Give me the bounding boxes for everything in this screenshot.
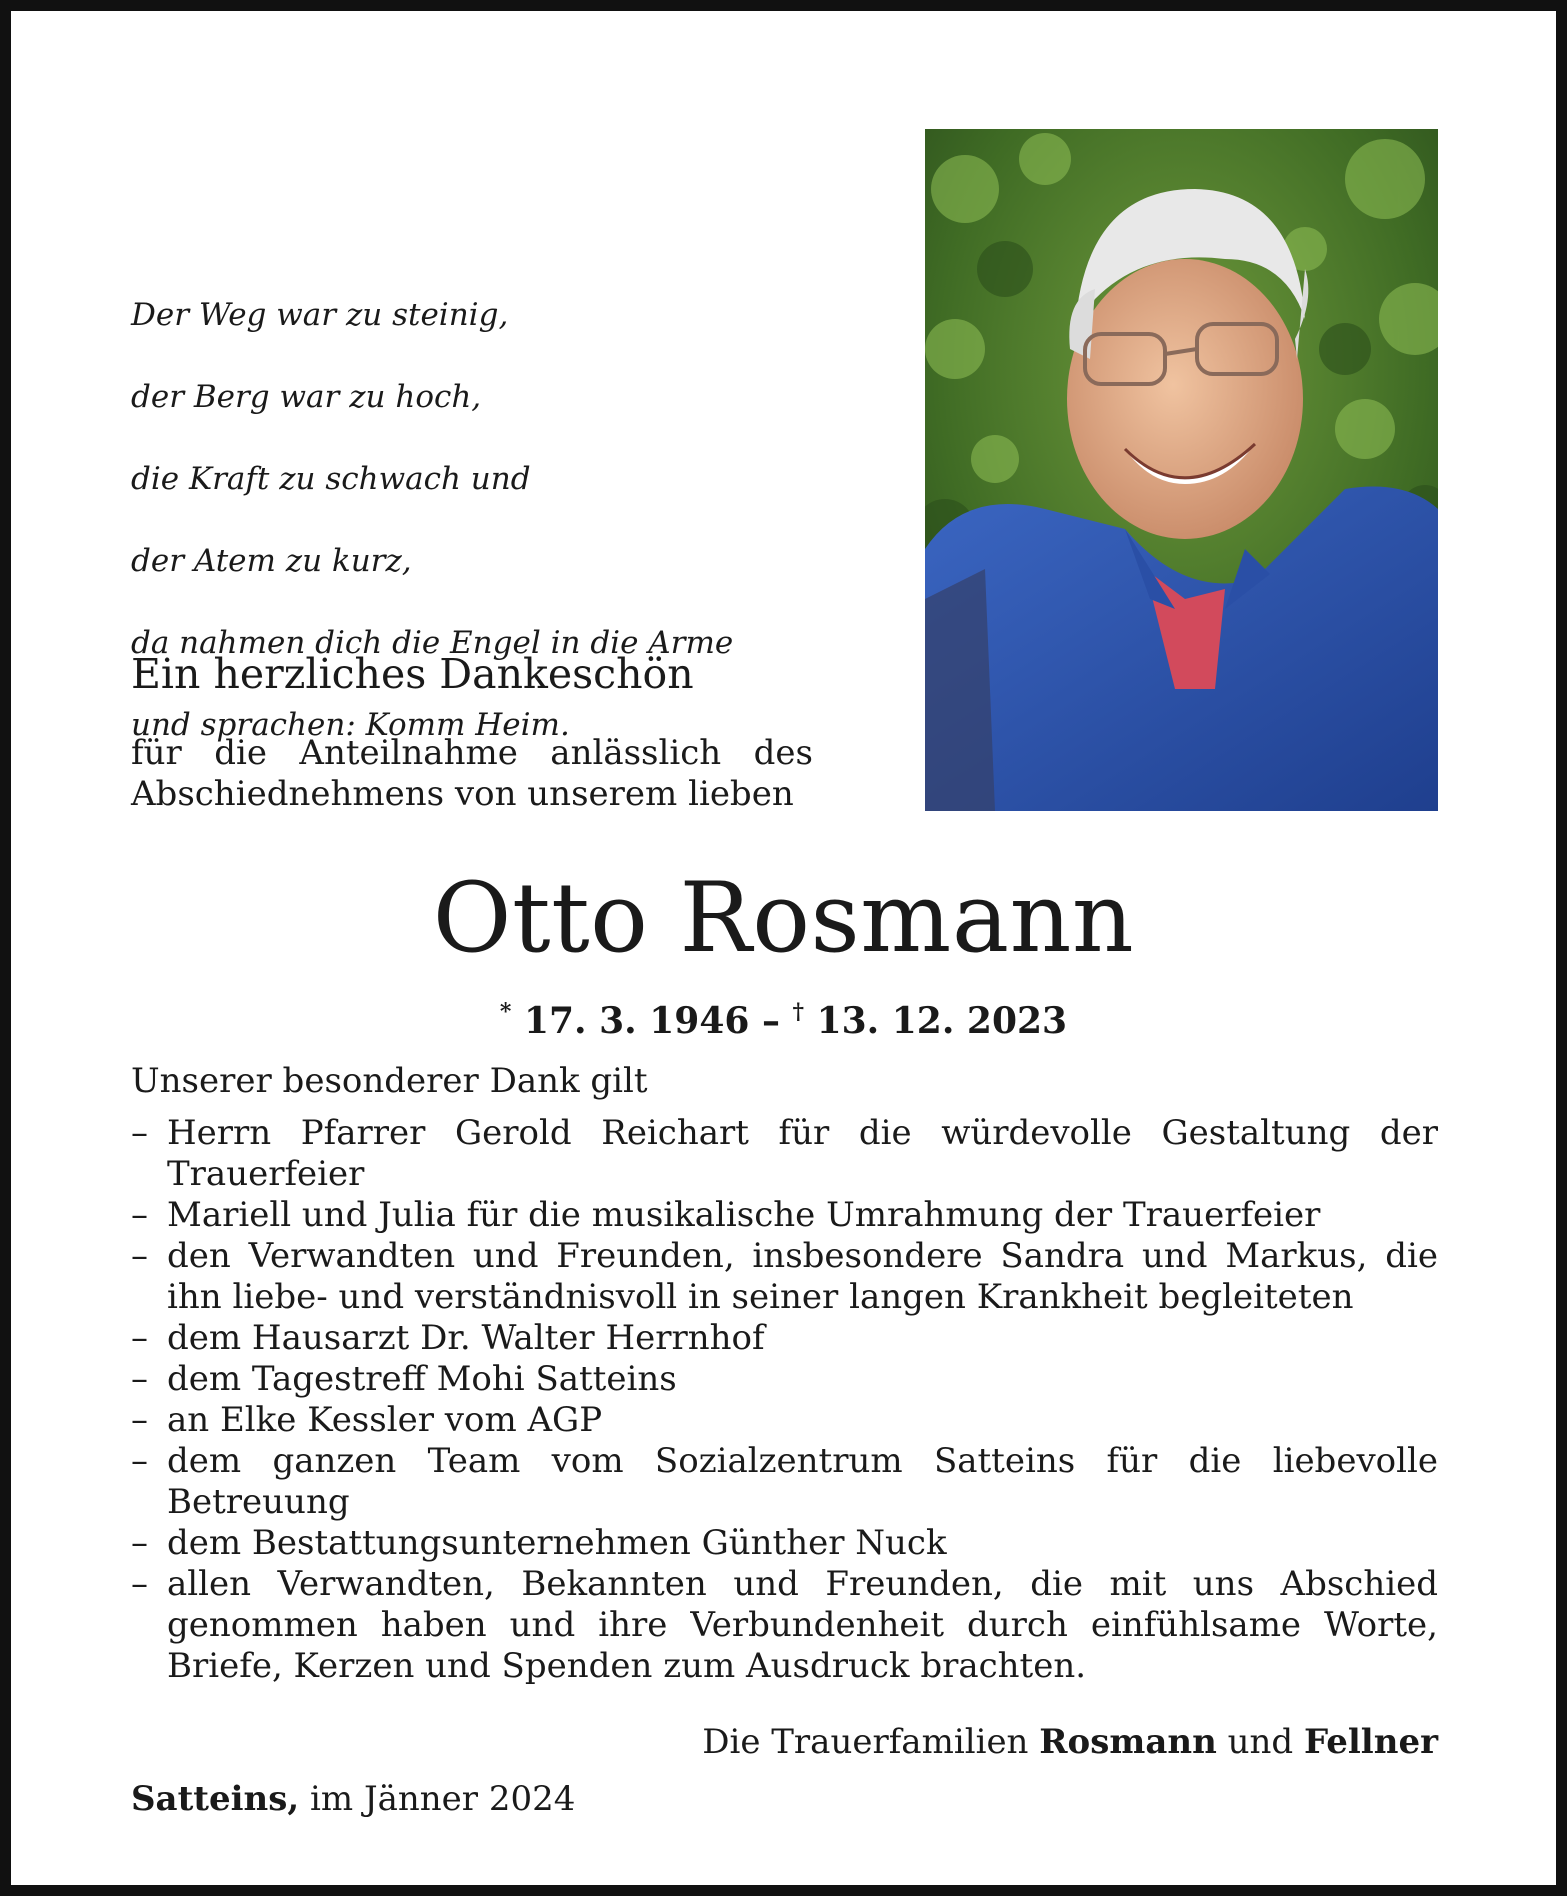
poem-line: der Atem zu kurz, — [131, 543, 412, 579]
dash: – — [131, 1523, 148, 1563]
dash: – — [131, 1441, 148, 1481]
signature-joiner: und — [1216, 1722, 1304, 1762]
signature-prefix: Die Trauerfamilien — [702, 1722, 1040, 1762]
thanks-intro: Unserer besonderer Dank gilt — [131, 1061, 648, 1101]
poem — [131, 254, 733, 787]
intro-line: für die Anteilnahme anlässlich des — [131, 733, 813, 773]
list-item: – an Elke Kessler vom AGP — [131, 1400, 603, 1440]
dash: – — [131, 1318, 148, 1358]
thanks-heading: Ein herzliches Dankeschön — [131, 650, 694, 698]
birth-date: 17. 3. 1946 — [523, 1000, 750, 1042]
list-item: – dem Hausarzt Dr. Walter Herrnhof — [131, 1318, 765, 1358]
place-date — [131, 1777, 575, 1821]
list-item: – den Verwandten und Freunden, insbesondere Sandra und Markus, die ihn liebe- und verständnisvoll in seiner langen Krankheit begleiteten — [131, 1236, 1438, 1317]
deceased-name: Otto Rosmann — [432, 862, 1135, 974]
thanks-list — [131, 1113, 1438, 1687]
list-item: – Mariell und Julia für die musikalische Umrahmung der Trauerfeier — [131, 1195, 1321, 1235]
family-name-2: Fellner — [1303, 1722, 1438, 1762]
dash: – — [131, 1564, 148, 1604]
obituary-page — [11, 11, 1556, 1885]
list-item: – Herrn Pfarrer Gerold Reichart für die würdevolle Gestaltung der Trauerfeier — [131, 1113, 1438, 1194]
dash: – — [131, 1359, 148, 1399]
dash: – — [131, 1113, 148, 1153]
date-separator: – — [749, 1000, 793, 1042]
signature — [702, 1720, 1438, 1764]
list-item: – allen Verwandten, Bekannten und Freunden, die mit uns Abschied genommen haben und ihre Verbundenheit durch einfühlsame Worte, Briefe, Kerzen und Spenden zum Ausdruck brachten. — [131, 1564, 1438, 1686]
poem-line: da nahmen dich die Engel in die Arme — [131, 625, 734, 661]
intro-line: Abschiednehmens von unserem lieben — [131, 774, 794, 814]
dash: – — [131, 1195, 148, 1235]
list-item: – dem ganzen Team vom Sozialzentrum Satteins für die liebevolle Betreuung — [131, 1441, 1438, 1522]
intro-text — [131, 733, 813, 815]
portrait-photo — [925, 129, 1438, 811]
dash: – — [131, 1400, 148, 1440]
poem-line: der Berg war zu hoch, — [131, 379, 482, 415]
list-item: – dem Tagestreff Mohi Satteins — [131, 1359, 677, 1399]
list-item: – dem Bestattungsunternehmen Günther Nuck — [131, 1523, 947, 1563]
family-name-1: Rosmann — [1039, 1722, 1217, 1762]
poem-line: und sprachen: Komm Heim. — [131, 707, 570, 743]
death-date: 13. 12. 2023 — [816, 1000, 1068, 1042]
poem-line: die Kraft zu schwach und — [131, 461, 531, 497]
place: Satteins, — [131, 1779, 300, 1819]
death-symbol: † — [792, 999, 805, 1025]
life-dates — [11, 989, 1556, 1044]
birth-symbol: * — [499, 999, 512, 1025]
dash: – — [131, 1236, 148, 1276]
date: im Jänner 2024 — [299, 1779, 576, 1819]
poem-line: Der Weg war zu steinig, — [131, 297, 509, 333]
